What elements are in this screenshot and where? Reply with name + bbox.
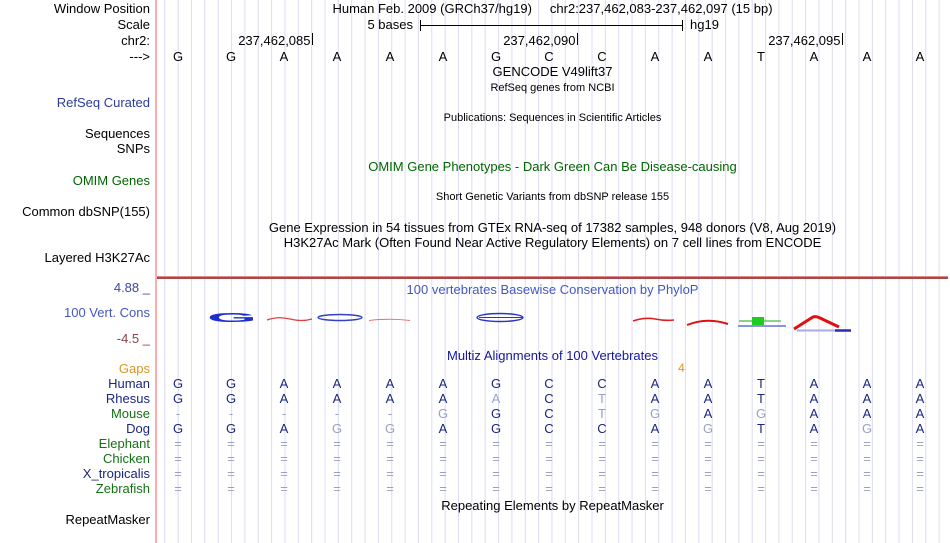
alignment-base: G (331, 421, 343, 436)
alignment-base: = (174, 436, 182, 451)
alignment-base: = (227, 451, 235, 466)
scale-ruler-line (420, 25, 682, 26)
alignment-base: = (704, 451, 712, 466)
label-common-dbsnp[interactable]: Common dbSNP(155) (22, 204, 150, 219)
alignment-base: G (225, 421, 237, 436)
alignment-base: = (651, 451, 659, 466)
alignment-base: = (492, 466, 500, 481)
alignment-base: = (704, 481, 712, 496)
label-chr: chr2: (121, 33, 150, 48)
track-title-publications[interactable]: Publications: Sequences in Scientific Articles (443, 112, 662, 124)
base-letter: A (438, 49, 448, 64)
label-repeatmasker[interactable]: RepeatMasker (65, 512, 150, 527)
alignment-base: A (862, 376, 872, 391)
alignment-base: - (334, 406, 340, 421)
alignment-species-label[interactable]: Rhesus (105, 391, 150, 406)
alignment-base: = (545, 436, 553, 451)
alignment-base: G (384, 421, 396, 436)
alignment-base: = (227, 481, 235, 496)
alignment-base: = (227, 466, 235, 481)
alignment-base: = (545, 481, 553, 496)
conservation-shape (267, 318, 312, 321)
alignment-base: T (757, 391, 765, 406)
label-refseq-curated[interactable]: RefSeq Curated (56, 95, 150, 110)
track-title-dbsnp[interactable]: Short Genetic Variants from dbSNP release 155 (435, 191, 670, 203)
label-gaps[interactable]: Gaps (118, 361, 150, 376)
alignment-base: = (174, 466, 182, 481)
base-letter: A (915, 49, 925, 64)
label-sequences[interactable]: Sequences (84, 126, 150, 141)
conservation-shape (687, 321, 728, 325)
alignment-base: A (438, 421, 448, 436)
track-title-refseq[interactable]: RefSeq genes from NCBI (490, 82, 615, 94)
label-vert-cons[interactable]: 100 Vert. Cons (64, 305, 150, 320)
alignment-base: = (810, 451, 818, 466)
track-title-gencode[interactable]: GENCODE V49lift37 (492, 64, 613, 79)
alignment-base: = (757, 436, 765, 451)
alignment-base: A (279, 391, 289, 406)
alignment-base: = (651, 481, 659, 496)
alignment-base: A (915, 391, 925, 406)
assembly-short-label: hg19 (690, 17, 719, 32)
alignment-base: G (172, 391, 184, 406)
alignment-base: = (333, 466, 341, 481)
alignment-base: C (544, 421, 554, 436)
base-letter: G (225, 49, 237, 64)
alignment-base: A (703, 406, 713, 421)
conservation-shape (633, 318, 674, 321)
conservation-shape (477, 314, 523, 322)
alignment-base: = (810, 481, 818, 496)
alignment-base: A (862, 391, 872, 406)
alignment-base: = (333, 481, 341, 496)
alignment-base: A (650, 391, 660, 406)
alignment-base: = (545, 466, 553, 481)
alignment-base: = (439, 451, 447, 466)
alignment-base: - (175, 406, 181, 421)
alignment-base: T (757, 376, 765, 391)
alignment-species-label[interactable]: Zebrafish (95, 481, 150, 496)
scale-bases-label: 5 bases (367, 17, 413, 32)
base-letter: A (650, 49, 660, 64)
alignment-base: G (225, 391, 237, 406)
label-window-position: Window Position (53, 1, 150, 16)
alignment-base: G (702, 421, 714, 436)
conservation-shape (369, 319, 410, 320)
alignment-base: T (757, 421, 765, 436)
alignment-base: C (597, 376, 607, 391)
alignment-base: = (757, 466, 765, 481)
alignment-species-label[interactable]: Human (108, 376, 150, 391)
base-letter: C (544, 49, 554, 64)
conservation-shape (752, 317, 764, 327)
alignment-base: = (280, 451, 288, 466)
alignment-base: A (809, 406, 819, 421)
alignment-base: = (598, 466, 606, 481)
alignment-base: = (439, 436, 447, 451)
conservation-shape: G (207, 310, 257, 325)
scale-ruler-right-tick (682, 20, 683, 31)
alignment-base: = (492, 451, 500, 466)
label-snps[interactable]: SNPs (116, 141, 150, 156)
assembly-label: Human Feb. 2009 (GRCh37/hg19) (332, 1, 532, 16)
base-letter: A (279, 49, 289, 64)
alignment-base: = (280, 466, 288, 481)
alignment-base: = (704, 436, 712, 451)
alignment-base: G (172, 376, 184, 391)
alignment-base: A (279, 376, 289, 391)
track-title-h3k27ac[interactable]: H3K27Ac Mark (Often Found Near Active Regulatory Elements) on 7 cell lines from ENCODE (283, 235, 822, 250)
alignment-base: = (439, 466, 447, 481)
conservation-track-divider-line (157, 276, 948, 279)
alignment-base: = (386, 451, 394, 466)
alignment-base: A (809, 391, 819, 406)
alignment-base: - (387, 406, 393, 421)
alignment-base: = (333, 436, 341, 451)
alignment-base: A (809, 421, 819, 436)
gap-count-annotation: 4 (678, 361, 685, 375)
alignment-base: = (492, 481, 500, 496)
scale-ruler-left-tick (420, 20, 421, 31)
track-title-omim[interactable]: OMIM Gene Phenotypes - Dark Green Can Be Disease-causing (368, 159, 737, 174)
position-tick-mark (577, 33, 578, 45)
position-tick-mark (312, 33, 313, 45)
alignment-base: = (757, 451, 765, 466)
alignment-base: G (225, 376, 237, 391)
alignment-base: A (915, 421, 925, 436)
base-letter: A (703, 49, 713, 64)
alignment-base: G (861, 421, 873, 436)
alignment-base: A (915, 376, 925, 391)
position-tick-label: 237,462,090 (503, 33, 576, 48)
alignment-base: A (915, 406, 925, 421)
alignment-base: A (332, 391, 342, 406)
alignment-base: A (650, 421, 660, 436)
base-letter: G (490, 49, 502, 64)
alignment-base: = (651, 466, 659, 481)
position-tick-label: 237,462,095 (768, 33, 841, 48)
alignment-base: = (916, 436, 924, 451)
alignment-base: G (490, 406, 502, 421)
alignment-base: G (490, 421, 502, 436)
alignment-species-label[interactable]: Mouse (110, 406, 150, 421)
base-letter: G (172, 49, 184, 64)
alignment-species-label[interactable]: X_tropicalis (82, 466, 150, 481)
alignment-base: A (438, 391, 448, 406)
alignment-base: - (228, 406, 234, 421)
alignment-base: A (650, 376, 660, 391)
alignment-base: = (704, 466, 712, 481)
alignment-base: C (597, 421, 607, 436)
alignment-base: = (280, 436, 288, 451)
alignment-base: = (598, 481, 606, 496)
alignment-species-label[interactable]: Elephant (98, 436, 150, 451)
alignment-base: = (386, 481, 394, 496)
alignment-species-label[interactable]: Chicken (103, 451, 150, 466)
alignment-base: = (386, 466, 394, 481)
position-header (157, 2, 948, 16)
alignment-base: = (863, 436, 871, 451)
alignment-base: - (281, 406, 287, 421)
base-letter: A (332, 49, 342, 64)
alignment-base: A (385, 391, 395, 406)
alignment-base: C (544, 406, 554, 421)
alignment-base: = (810, 466, 818, 481)
alignment-base: = (492, 436, 500, 451)
alignment-base: T (598, 406, 606, 421)
alignment-base: = (227, 436, 235, 451)
alignment-base: = (863, 466, 871, 481)
alignment-base: = (916, 466, 924, 481)
alignment-base: T (598, 391, 606, 406)
base-letter: C (597, 49, 607, 64)
position-range-label: chr2:237,462,083-237,462,097 (15 bp) (549, 1, 773, 16)
alignment-base: = (916, 451, 924, 466)
alignment-base: A (809, 376, 819, 391)
track-title-phylop[interactable]: 100 vertebrates Basewise Conservation by PhyloP (406, 282, 699, 297)
alignment-base: = (439, 481, 447, 496)
alignment-base: = (333, 451, 341, 466)
alignment-base: A (703, 376, 713, 391)
track-title-gtex[interactable]: Gene Expression in 54 tissues from GTEx RNA-seq of 17382 samples, 948 donors (V8, Aug 2019) (268, 220, 837, 235)
alignment-base: A (279, 421, 289, 436)
alignment-base: G (172, 421, 184, 436)
base-letter: A (862, 49, 872, 64)
alignment-base: = (863, 451, 871, 466)
alignment-base: = (598, 451, 606, 466)
alignment-base: = (598, 436, 606, 451)
label-layered-h3k27ac[interactable]: Layered H3K27Ac (44, 250, 150, 265)
alignment-base: A (438, 376, 448, 391)
alignment-base: = (174, 451, 182, 466)
track-title-repeatmasker[interactable]: Repeating Elements by RepeatMasker (441, 498, 664, 513)
conservation-shape (318, 315, 362, 321)
alignment-base: = (280, 481, 288, 496)
label-scale: Scale (117, 17, 150, 32)
alignment-base: = (174, 481, 182, 496)
conservation-shape (794, 317, 839, 329)
base-letter: A (385, 49, 395, 64)
alignment-species-label[interactable]: Dog (126, 421, 150, 436)
alignment-base: = (545, 451, 553, 466)
position-tick-mark (842, 33, 843, 45)
alignment-base: = (916, 481, 924, 496)
label-strand-arrow: ---> (129, 49, 150, 64)
alignment-base: G (437, 406, 449, 421)
alignment-base: = (651, 436, 659, 451)
alignment-base: G (490, 376, 502, 391)
position-tick-label: 237,462,085 (238, 33, 311, 48)
alignment-base: A (385, 376, 395, 391)
label-cons-top-score: 4.88 _ (113, 280, 150, 295)
alignment-base: = (757, 481, 765, 496)
alignment-base: A (703, 391, 713, 406)
base-letter: A (809, 49, 819, 64)
alignment-base: G (755, 406, 767, 421)
track-title-multiz[interactable]: Multiz Alignments of 100 Vertebrates (446, 348, 658, 363)
alignment-base: A (491, 391, 501, 406)
alignment-base: = (810, 436, 818, 451)
label-cons-bottom-score: -4.5 _ (116, 331, 150, 346)
alignment-base: = (863, 481, 871, 496)
alignment-base: C (544, 391, 554, 406)
alignment-base: A (332, 376, 342, 391)
base-letter: T (757, 49, 765, 64)
alignment-base: A (862, 406, 872, 421)
alignment-base: G (649, 406, 661, 421)
alignment-base: C (544, 376, 554, 391)
label-omim-genes[interactable]: OMIM Genes (72, 173, 150, 188)
alignment-base: = (386, 436, 394, 451)
